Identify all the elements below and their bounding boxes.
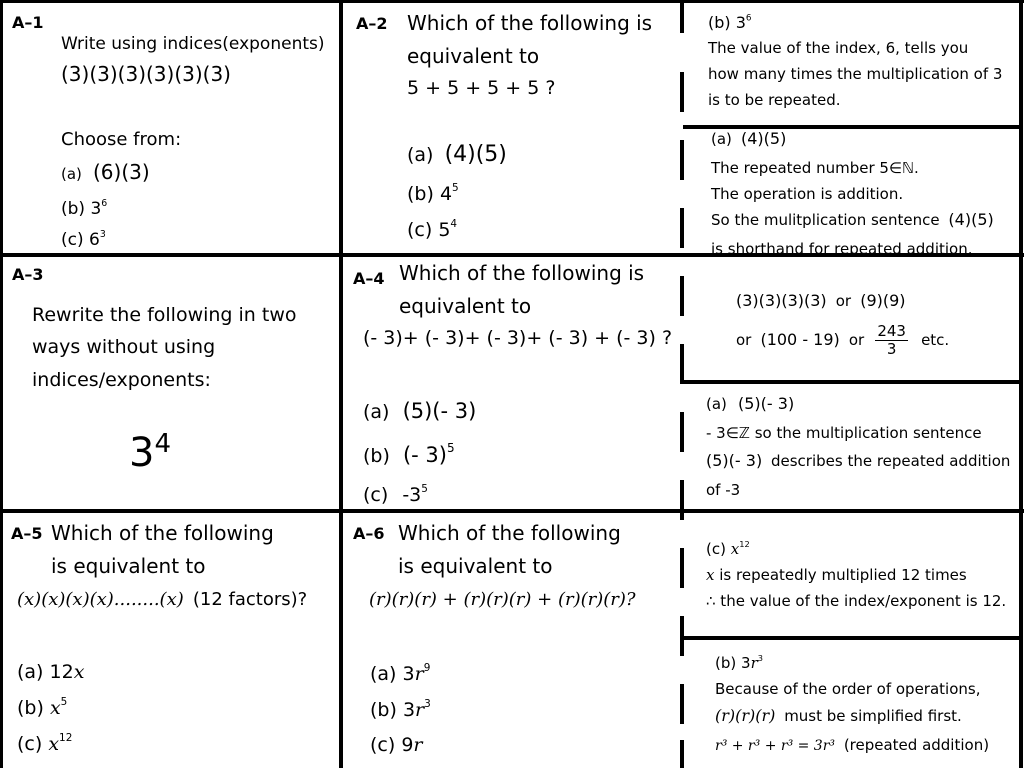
option-exponent: 3 <box>424 698 431 711</box>
option-b <box>363 440 455 467</box>
answer-1 <box>684 3 1019 125</box>
answer-heading <box>715 654 763 672</box>
option-tag: (b) <box>363 445 390 467</box>
question-label: A–2 <box>356 14 388 33</box>
question-a2 <box>343 3 680 253</box>
answer-line-1: The value of the index, 6, tells you <box>708 39 969 57</box>
grid-line-right <box>1019 0 1023 768</box>
option-exponent: 9 <box>423 662 431 675</box>
answer-or: or <box>835 292 852 310</box>
answer-tag: (c) <box>706 540 726 558</box>
option-variable: x <box>73 661 85 683</box>
option-tag: (c) <box>370 734 396 756</box>
option-a <box>407 142 507 167</box>
question-line-3: (- 3)+ (- 3)+ (- 3)+ (- 3) + (- 3) ? <box>363 327 673 349</box>
option-exponent: 6 <box>101 198 108 210</box>
option-value: (6)(3) <box>93 160 150 184</box>
answer-line-2: how many times the multiplication of 3 <box>708 65 1003 83</box>
question-line-1: Which of the following is <box>407 11 653 35</box>
option-b <box>61 199 107 219</box>
question-line-3: indices/exponents: <box>32 369 211 391</box>
option-tag: (b) <box>407 183 434 205</box>
question-a4 <box>343 257 680 509</box>
fraction-numerator: 243 <box>877 322 906 340</box>
option-value: (5)(- 3) <box>402 399 477 423</box>
option-tag: (a) <box>407 144 434 166</box>
question-line-2: ways without using <box>32 336 216 358</box>
option-a <box>370 663 430 685</box>
power-exponent: 4 <box>154 429 171 459</box>
option-variable: x <box>48 733 60 755</box>
answer-expression: (100 - 19) <box>760 330 840 349</box>
option-exponent: 5 <box>452 182 459 195</box>
question-label: A–3 <box>12 265 44 284</box>
option-coefficient: 12 <box>49 661 74 683</box>
question-label: A–4 <box>353 269 385 288</box>
option-b <box>370 699 431 721</box>
answer-expression: (5)(- 3) <box>706 451 763 470</box>
question-line-2: equivalent to <box>399 294 532 318</box>
answer-text: (repeated addition) <box>843 736 990 754</box>
option-c <box>363 484 428 506</box>
question-line-2: equivalent to <box>407 44 540 68</box>
option-tag: (a) <box>370 663 397 685</box>
answer-line-3: of -3 <box>706 481 741 499</box>
question-a6 <box>343 513 680 768</box>
answer-text: describes the repeated addition <box>770 452 1011 470</box>
fraction <box>875 323 908 358</box>
answer-heading <box>706 394 794 413</box>
option-variable: r <box>415 699 425 721</box>
answer-line-2: ∴ the value of the index/exponent is 12. <box>706 592 1007 610</box>
option-tag: (b) <box>370 699 397 721</box>
option-exponent: 12 <box>59 732 73 745</box>
option-a <box>363 399 476 423</box>
answer-text: So the mulitplication sentence <box>711 211 940 229</box>
option-coefficient: 3 <box>402 663 415 685</box>
option-value: (4)(5) <box>444 142 507 167</box>
question-line-1: Which of the following <box>51 521 274 545</box>
option-coefficient: 9 <box>401 734 414 756</box>
option-b <box>17 697 67 719</box>
answer-exponent: 6 <box>745 13 752 24</box>
answer-variable: r <box>750 654 758 672</box>
fraction-denominator: 3 <box>886 340 897 358</box>
question-a1 <box>3 3 339 253</box>
option-exponent: 5 <box>421 483 428 496</box>
answer-tag: (b) <box>715 654 737 672</box>
answer-etc: etc. <box>921 331 950 349</box>
answer-line-2 <box>706 451 1010 470</box>
answer-variable: x <box>730 540 740 558</box>
option-tag: (a) <box>363 401 390 423</box>
question-a5 <box>3 513 339 768</box>
answer-tag: (a) <box>711 130 732 148</box>
answer-expression: (9)(9) <box>860 291 906 310</box>
answer-expression: (3)(3)(3)(3) <box>736 291 827 310</box>
question-label: A–6 <box>353 524 385 543</box>
answer-line-2: The operation is addition. <box>711 185 904 203</box>
question-expression: (3)(3)(3)(3)(3)(3) <box>61 62 231 86</box>
answer-exponent: 12 <box>739 539 750 549</box>
answer-base: 3 <box>735 13 746 32</box>
question-label: A–1 <box>12 13 44 32</box>
option-tag: (a) <box>17 661 44 683</box>
question-line-2: is equivalent to <box>51 554 206 578</box>
option-base: 4 <box>439 183 453 205</box>
answer-line-1: Because of the order of operations, <box>715 680 981 698</box>
option-base: (- 3) <box>402 443 447 467</box>
answer-2 <box>684 129 1019 258</box>
option-coefficient: 3 <box>402 699 416 721</box>
option-c <box>61 230 106 250</box>
option-c <box>407 219 457 241</box>
option-c <box>370 734 423 756</box>
answer-tag: (b) <box>708 13 731 32</box>
answer-text: must be simplified first. <box>784 707 962 725</box>
answer-expression: (4)(5) <box>741 129 787 148</box>
power-expression <box>129 429 171 476</box>
option-tag: (b) <box>61 199 86 219</box>
answer-heading <box>706 540 750 558</box>
option-exponent: 3 <box>99 229 106 241</box>
answer-coefficient: 3 <box>741 654 751 672</box>
answer-5 <box>684 513 1019 636</box>
answer-expression: (4)(5) <box>948 210 994 229</box>
question-line-3 <box>17 589 307 610</box>
answer-line-1: - 3∈ℤ so the multiplication sentence <box>706 424 982 442</box>
option-b <box>407 183 459 205</box>
answer-line-3 <box>711 210 994 229</box>
option-exponent: 5 <box>60 696 68 709</box>
answer-heading <box>711 129 786 148</box>
option-tag: (c) <box>61 230 84 250</box>
answer-or: or <box>736 331 752 349</box>
option-tag: (b) <box>17 697 44 719</box>
question-line-1: Rewrite the following in two <box>32 304 297 326</box>
option-c <box>17 733 72 755</box>
answer-exponent: 3 <box>757 653 763 663</box>
question-line-3: (r)(r)(r) + (r)(r)(r) + (r)(r)(r)? <box>369 589 636 610</box>
answer-line-2 <box>736 323 949 358</box>
option-base: 6 <box>89 230 100 250</box>
choose-from-label: Choose from: <box>61 129 182 150</box>
option-a <box>17 661 84 683</box>
answer-3 <box>684 257 1019 380</box>
question-label: A–5 <box>11 524 43 543</box>
answer-line-1: The repeated number 5∈ℕ. <box>711 159 919 177</box>
option-tag: (c) <box>363 484 389 506</box>
answer-line-1 <box>736 291 906 310</box>
answer-heading <box>708 13 752 32</box>
option-base: 5 <box>438 219 451 241</box>
option-a <box>61 160 150 184</box>
option-variable: x <box>49 697 61 719</box>
answer-line-1 <box>706 566 967 584</box>
power-base: 3 <box>129 430 155 476</box>
answer-6 <box>684 640 1019 768</box>
answer-line-4: is shorthand for repeated addition. <box>711 240 973 258</box>
question-line-1: Which of the following <box>398 521 621 545</box>
question-line-1: Which of the following is <box>399 261 645 285</box>
answer-line-3 <box>715 736 989 754</box>
question-prompt: Write using indices(exponents) <box>61 34 325 54</box>
option-base: 3 <box>90 199 102 219</box>
answer-line-3: is to be repeated. <box>708 91 841 109</box>
answer-tag: (a) <box>706 395 727 413</box>
answer-4 <box>684 384 1019 509</box>
answer-expression: (5)(- 3) <box>738 394 795 413</box>
option-variable: r <box>414 663 424 685</box>
question-line-3: 5 + 5 + 5 + 5 ? <box>407 77 556 99</box>
option-tag: (c) <box>17 733 43 755</box>
option-exponent: 4 <box>450 218 458 231</box>
option-tag: (a) <box>61 165 82 183</box>
question-text: (12 factors)? <box>192 589 308 610</box>
answer-or: or <box>848 331 865 349</box>
question-line-2: is equivalent to <box>398 554 553 578</box>
answer-variable: x <box>706 566 715 584</box>
question-expression: (x)(x)(x)(x)........(x) <box>17 589 184 610</box>
question-a3 <box>3 257 339 509</box>
answer-expression: (r)(r)(r) <box>715 706 776 725</box>
option-exponent: 5 <box>446 440 455 455</box>
answer-text: is repeatedly multiplied 12 times <box>719 566 967 584</box>
answer-line-2 <box>715 706 962 725</box>
answer-expression: r³ + r³ + r³ = 3r³ <box>715 738 836 754</box>
option-variable: r <box>413 734 423 756</box>
option-tag: (c) <box>407 219 433 241</box>
option-base: -3 <box>402 484 422 506</box>
